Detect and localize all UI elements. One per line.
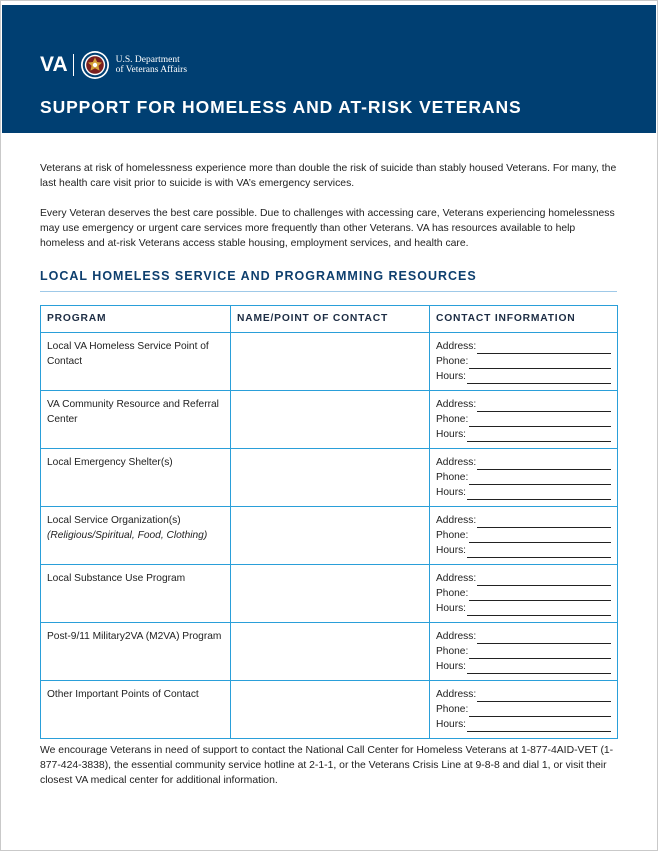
contact-info-cell xyxy=(430,449,618,507)
section-divider xyxy=(40,291,617,292)
program-cell xyxy=(41,333,231,391)
contact-field-line[interactable] xyxy=(436,659,611,674)
contact-field-label: Hours: xyxy=(436,545,467,556)
contact-field-blank[interactable] xyxy=(467,488,611,500)
contact-field-line[interactable] xyxy=(436,339,611,354)
table-row xyxy=(41,623,618,681)
footer-paragraph: We encourage Veterans in need of support to contact the National Call Center for Homeless Veterans at 1-877-4AID-VET (1-877-424-3838), the essential community service hotline at 2-1-1, or the Veterans Crisis Line at 9-8-8 and dial 1, or visit their closest VA medical center for additional information. xyxy=(40,745,614,786)
program-name: Post-9/11 Military2VA (M2VA) Program xyxy=(47,631,222,642)
contact-field-blank[interactable] xyxy=(477,632,611,644)
contact-field-line[interactable] xyxy=(436,571,611,586)
contact-field-line[interactable] xyxy=(436,427,611,442)
resources-table xyxy=(40,305,618,739)
contact-name-cell[interactable] xyxy=(231,507,430,565)
contact-field-label: Address: xyxy=(436,573,477,584)
contact-field-blank[interactable] xyxy=(477,690,611,702)
contact-field-label: Hours: xyxy=(436,603,467,614)
contact-field-line[interactable] xyxy=(436,644,611,659)
table-row xyxy=(41,507,618,565)
contact-field-label: Address: xyxy=(436,399,477,410)
table-header-row xyxy=(41,306,618,333)
contact-field-line[interactable] xyxy=(436,687,611,702)
contact-field-blank[interactable] xyxy=(469,705,611,717)
program-name: Other Important Points of Contact xyxy=(47,689,199,700)
contact-field-label: Phone: xyxy=(436,356,469,367)
contact-field-blank[interactable] xyxy=(467,720,611,732)
logo-divider xyxy=(73,54,74,76)
program-name: Local Substance Use Program xyxy=(47,573,186,584)
table-row xyxy=(41,333,618,391)
intro-paragraph-2: Every Veteran deserves the best care possible. Due to challenges with accessing care, Veterans experiencing homelessness may use emergency or urgent care services more frequently than other Veterans. VA has resources available to help homeless and at-risk Veterans access stable housing, employment services, and health care. xyxy=(40,208,615,249)
contact-field-label: Phone: xyxy=(436,704,469,715)
contact-field-label: Hours: xyxy=(436,429,467,440)
contact-field-line[interactable] xyxy=(436,485,611,500)
contact-field-blank[interactable] xyxy=(469,647,611,659)
contact-field-label: Phone: xyxy=(436,530,469,541)
program-cell xyxy=(41,681,231,739)
department-name xyxy=(116,55,187,75)
program-name: Local VA Homeless Service Point of Contact xyxy=(47,341,209,367)
contact-name-cell[interactable] xyxy=(231,391,430,449)
program-cell xyxy=(41,449,231,507)
va-seal-icon xyxy=(80,50,110,80)
contact-field-line[interactable] xyxy=(436,702,611,717)
contact-field-line[interactable] xyxy=(436,455,611,470)
contact-field-blank[interactable] xyxy=(467,372,611,384)
contact-field-label: Address: xyxy=(436,457,477,468)
contact-info-cell xyxy=(430,333,618,391)
contact-info-cell xyxy=(430,565,618,623)
contact-field-line[interactable] xyxy=(436,528,611,543)
contact-field-label: Address: xyxy=(436,341,477,352)
table-row xyxy=(41,565,618,623)
contact-field-blank[interactable] xyxy=(469,589,611,601)
page-title: SUPPORT FOR HOMELESS AND AT-RISK VETERANS xyxy=(40,97,522,117)
contact-field-label: Address: xyxy=(436,631,477,642)
contact-field-label: Phone: xyxy=(436,588,469,599)
contact-field-blank[interactable] xyxy=(469,357,611,369)
contact-field-line[interactable] xyxy=(436,717,611,732)
contact-field-blank[interactable] xyxy=(469,531,611,543)
column-header-program: PROGRAM xyxy=(41,306,231,333)
column-header-contact-name: NAME/POINT OF CONTACT xyxy=(231,306,430,333)
table-row xyxy=(41,449,618,507)
contact-field-label: Hours: xyxy=(436,661,467,672)
contact-field-blank[interactable] xyxy=(477,516,611,528)
program-name: Local Emergency Shelter(s) xyxy=(47,457,173,468)
contact-field-blank[interactable] xyxy=(477,400,611,412)
contact-field-label: Address: xyxy=(436,689,477,700)
contact-field-line[interactable] xyxy=(436,586,611,601)
contact-field-line[interactable] xyxy=(436,369,611,384)
contact-field-blank[interactable] xyxy=(467,604,611,616)
contact-field-label: Hours: xyxy=(436,487,467,498)
contact-field-blank[interactable] xyxy=(477,574,611,586)
contact-name-cell[interactable] xyxy=(231,565,430,623)
contact-field-line[interactable] xyxy=(436,470,611,485)
contact-field-line[interactable] xyxy=(436,513,611,528)
program-cell xyxy=(41,623,231,681)
contact-name-cell[interactable] xyxy=(231,333,430,391)
contact-field-label: Hours: xyxy=(436,719,467,730)
program-cell xyxy=(41,565,231,623)
contact-info-cell xyxy=(430,391,618,449)
contact-field-label: Address: xyxy=(436,515,477,526)
table-row xyxy=(41,681,618,739)
contact-info-cell xyxy=(430,681,618,739)
contact-field-blank[interactable] xyxy=(469,473,611,485)
program-cell xyxy=(41,391,231,449)
contact-field-blank[interactable] xyxy=(477,342,611,354)
contact-field-line[interactable] xyxy=(436,543,611,558)
contact-field-label: Phone: xyxy=(436,472,469,483)
contact-field-label: Phone: xyxy=(436,414,469,425)
contact-name-cell[interactable] xyxy=(231,623,430,681)
contact-field-blank[interactable] xyxy=(477,458,611,470)
intro-paragraph-1: Veterans at risk of homelessness experience more than double the risk of suicide than stably housed Veterans. For many, the last health care visit prior to suicide is with VA’s emergency services. xyxy=(40,163,617,189)
contact-field-label: Hours: xyxy=(436,371,467,382)
contact-field-line[interactable] xyxy=(436,354,611,369)
section-heading: LOCAL HOMELESS SERVICE AND PROGRAMMING RESOURCES xyxy=(40,269,477,283)
contact-field-line[interactable] xyxy=(436,629,611,644)
contact-field-blank[interactable] xyxy=(467,430,611,442)
program-name: Local Service Organization(s) xyxy=(47,515,181,526)
contact-field-line[interactable] xyxy=(436,397,611,412)
department-line-2: of Veterans Affairs xyxy=(115,65,188,75)
contact-field-line[interactable] xyxy=(436,601,611,616)
table-row xyxy=(41,391,618,449)
contact-field-blank[interactable] xyxy=(467,662,611,674)
contact-info-cell xyxy=(430,507,618,565)
header-banner xyxy=(2,5,656,133)
column-header-contact-info: CONTACT INFORMATION xyxy=(430,306,618,333)
va-wordmark: VA xyxy=(40,53,68,76)
contact-field-label: Phone: xyxy=(436,646,469,657)
contact-name-cell[interactable] xyxy=(231,681,430,739)
contact-info-cell xyxy=(430,623,618,681)
program-name: VA Community Resource and Referral Center xyxy=(47,399,219,425)
contact-field-blank[interactable] xyxy=(467,546,611,558)
department-line-1: U.S. Department xyxy=(115,55,180,65)
contact-field-line[interactable] xyxy=(436,412,611,427)
va-logo xyxy=(40,45,187,85)
contact-name-cell[interactable] xyxy=(231,449,430,507)
program-subtitle: (Religious/Spiritual, Food, Clothing) xyxy=(47,530,208,541)
program-cell xyxy=(41,507,231,565)
contact-field-blank[interactable] xyxy=(469,415,611,427)
